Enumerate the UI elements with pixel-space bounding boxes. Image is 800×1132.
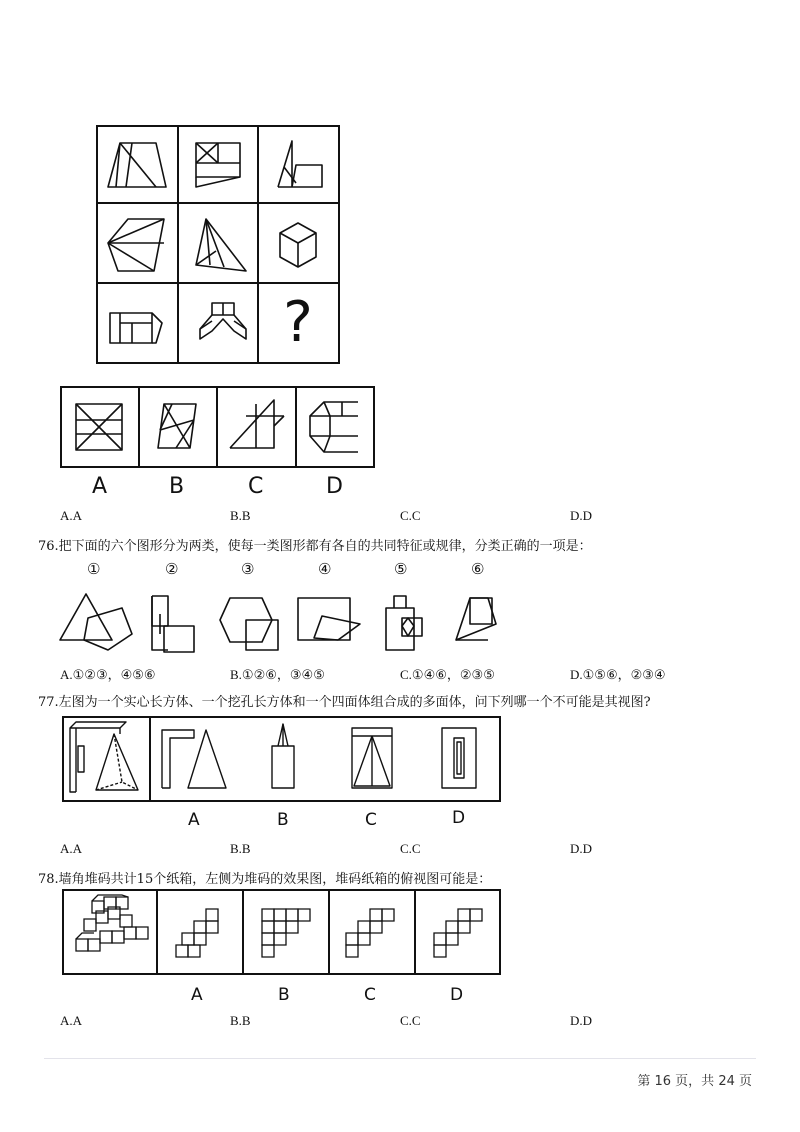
q77-option-d[interactable]: D.D xyxy=(570,841,593,856)
q76-option-d[interactable]: D.①⑤⑥，②③④ xyxy=(570,667,666,682)
q77-views-figure xyxy=(62,716,502,804)
q76-option-c[interactable]: C.①④⑥，②③⑤ xyxy=(400,667,495,682)
q76-option-a[interactable]: A.①②③，④⑤⑥ xyxy=(60,667,156,682)
q77-letter-a: A xyxy=(188,810,200,830)
q76-figure-number-2: ② xyxy=(165,560,179,578)
q77-option-c[interactable]: C.C xyxy=(400,841,421,856)
q78-boxes-figure xyxy=(62,889,502,977)
q78-option-c[interactable]: C.C xyxy=(400,1013,421,1028)
q77-letter-b: B xyxy=(277,810,289,830)
q75-letter-d: D xyxy=(326,474,343,499)
q76-six-figures xyxy=(56,588,506,656)
q78-option-a[interactable]: A.A xyxy=(60,1013,83,1028)
q78-letter-b: B xyxy=(278,985,290,1005)
q76-figure-number-6: ⑥ xyxy=(471,560,485,578)
q77-letter-c: C xyxy=(365,810,377,830)
q78-letter-d: D xyxy=(450,985,464,1005)
q77-option-a[interactable]: A.A xyxy=(60,841,83,856)
q75-letter-b: B xyxy=(169,474,185,499)
q75-matrix-figure xyxy=(96,125,340,365)
q78-letter-c: C xyxy=(364,985,376,1005)
q76-option-b[interactable]: B.①②⑥，③④⑤ xyxy=(230,667,325,682)
page-number: 第 16 页，共 24 页 xyxy=(637,1074,752,1089)
q76-question-text: 76.把下面的六个图形分为两类，使每一类图形都有各自的共同特征或规律，分类正确的一项是： xyxy=(38,539,592,554)
q75-option-b[interactable]: B.B xyxy=(230,508,251,523)
q76-figure-number-3: ③ xyxy=(241,560,255,578)
q78-option-d[interactable]: D.D xyxy=(570,1013,593,1028)
q75-letter-c: C xyxy=(248,474,264,499)
q75-option-a[interactable]: A.A xyxy=(60,508,83,523)
q75-answer-figures xyxy=(60,386,376,470)
q76-figure-number-4: ④ xyxy=(318,560,332,578)
q75-question-mark: ? xyxy=(283,290,313,355)
q77-option-b[interactable]: B.B xyxy=(230,841,251,856)
q75-option-d[interactable]: D.D xyxy=(570,508,593,523)
footer-divider xyxy=(44,1058,756,1059)
q75-letter-a: A xyxy=(92,474,108,499)
q78-letter-a: A xyxy=(191,985,203,1005)
q77-letter-d: D xyxy=(452,808,466,828)
q76-figure-number-5: ⑤ xyxy=(394,560,408,578)
q76-figure-number-1: ① xyxy=(87,560,101,578)
q78-question-text: 78.墙角堆码共计15个纸箱，左侧为堆码的效果图，堆码纸箱的俯视图可能是： xyxy=(38,872,492,887)
q77-question-text: 77.左图为一个实心长方体、一个挖孔长方体和一个四面体组合成的多面体，问下列哪一个不可能是其视图? xyxy=(38,695,651,710)
q75-option-c[interactable]: C.C xyxy=(400,508,421,523)
q78-option-b[interactable]: B.B xyxy=(230,1013,251,1028)
